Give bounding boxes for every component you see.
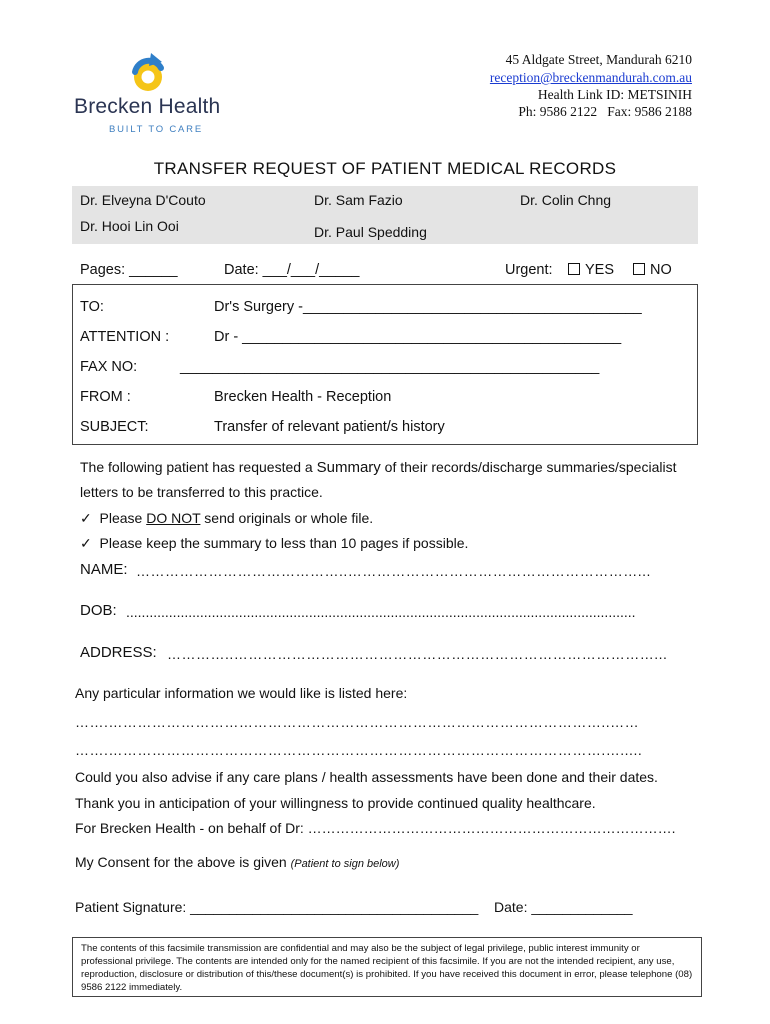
intro-summary-emphasis: Summary — [316, 459, 381, 476]
urgent-yes-label: YES — [585, 262, 615, 278]
confidentiality-disclaimer: The contents of this facsimile transmission are confidential and may also be the subject of legal privilege, public interest immunity or professional privilege. The contents are intended only for the named recipient of this facsimile. If you are not the intended recipient, any use, reproduction, disclosure or distribution of this/these document(s) is prohibited. If you have received this document in error, please telephone (08) 9586 2122 immediately. — [72, 937, 702, 997]
info-line-2[interactable]: …….………………………………………………………………………………………….…..... — [75, 742, 643, 758]
subject-label: SUBJECT: — [80, 419, 149, 435]
checkbox-icon — [568, 263, 580, 275]
instruction-text: Please keep the summary to less than 10 pages if possible. — [99, 535, 469, 551]
signature-date-field[interactable]: Date: _____________ — [494, 899, 633, 915]
checkmark-icon: ✓ — [80, 510, 92, 526]
address-label: ADDRESS: — [80, 644, 157, 661]
consent-line — [75, 854, 399, 870]
to-field[interactable]: Dr's Surgery -__________________________________________ — [214, 299, 642, 315]
intro-line-2: letters to be transferred to this practice. — [80, 484, 323, 500]
dob-label: DOB: — [80, 602, 117, 619]
address-street: 45 Aldgate Street, Mandurah 6210 — [505, 52, 692, 67]
urgent-no-label: NO — [650, 262, 672, 278]
address-field[interactable]: …………..……………………………………………………………………………... — [167, 646, 668, 662]
urgent-yes-checkbox[interactable] — [568, 262, 614, 278]
name-label: NAME: — [80, 561, 128, 578]
checkbox-icon — [633, 263, 645, 275]
instruction-page-limit — [80, 535, 468, 552]
doctor-name: Dr. Hooi Lin Ooi — [80, 218, 179, 234]
subject-value: Transfer of relevant patient/s history — [214, 419, 445, 435]
page-title: TRANSFER REQUEST OF PATIENT MEDICAL RECORDS — [153, 159, 617, 178]
urgent-no-checkbox[interactable] — [633, 262, 672, 278]
info-line-1[interactable]: …….…………………………………………………………………………………………..…… — [75, 714, 640, 730]
from-label: FROM : — [80, 389, 131, 405]
instruction-text: Please — [99, 510, 147, 526]
name-field[interactable]: ……………………………………..……………………………………………………... — [136, 563, 651, 579]
checkmark-icon: ✓ — [80, 535, 92, 551]
dob-field[interactable]: ................................................................................................................................... — [126, 604, 636, 620]
info-heading: Any particular information we would like is listed here: — [75, 685, 408, 701]
fax-no-field[interactable]: ____________________________________________________ — [180, 359, 600, 375]
consent-text: My Consent for the above is given — [75, 854, 287, 870]
logo-wordmark: Brecken Health — [74, 95, 221, 118]
from-value: Brecken Health - Reception — [214, 389, 392, 405]
doctor-name: Dr. Sam Fazio — [314, 192, 403, 208]
logo-tagline: BUILT TO CARE — [109, 124, 203, 135]
date-field[interactable]: Date: ___/___/_____ — [224, 262, 360, 278]
attention-label: ATTENTION : — [80, 329, 170, 345]
address-phone-fax: Ph: 9586 2122 Fax: 9586 2188 — [518, 104, 692, 119]
pages-field[interactable]: Pages: ______ — [80, 262, 178, 278]
to-label: TO: — [80, 299, 104, 315]
urgent-label: Urgent: — [505, 262, 553, 278]
address-health-link: Health Link ID: METSINIH — [537, 87, 692, 102]
on-behalf-field[interactable]: For Brecken Health - on behalf of Dr: ……………………………………………………………………. — [75, 820, 676, 836]
brecken-logo-icon — [130, 50, 170, 96]
doctor-name: Dr. Elveyna D'Couto — [80, 192, 206, 208]
doctor-name: Dr. Colin Chng — [520, 192, 612, 208]
intro-line-1 — [80, 459, 676, 476]
consent-note: (Patient to sign below) — [290, 858, 400, 870]
intro-text: The following patient has requested a — [80, 459, 317, 475]
patient-signature-field[interactable]: Patient Signature: _____________________________________ — [75, 899, 479, 915]
thanks-text: Thank you in anticipation of your willingness to provide continued quality healthcare. — [75, 795, 596, 811]
instruction-emphasis: DO NOT — [146, 510, 201, 526]
instruction-do-not-send — [80, 510, 373, 527]
fax-no-label: FAX NO: — [80, 359, 138, 375]
doctor-name: Dr. Paul Spedding — [314, 224, 427, 240]
address-email-link[interactable]: reception@breckenmandurah.com.au — [489, 70, 692, 85]
care-plans-request: Could you also advise if any care plans / health assessments have been done and their dates. — [75, 769, 658, 785]
attention-field[interactable]: Dr - _______________________________________________ — [214, 329, 622, 345]
intro-text: of their records/discharge summaries/specialist — [380, 459, 677, 475]
instruction-text: send originals or whole file. — [200, 510, 374, 526]
